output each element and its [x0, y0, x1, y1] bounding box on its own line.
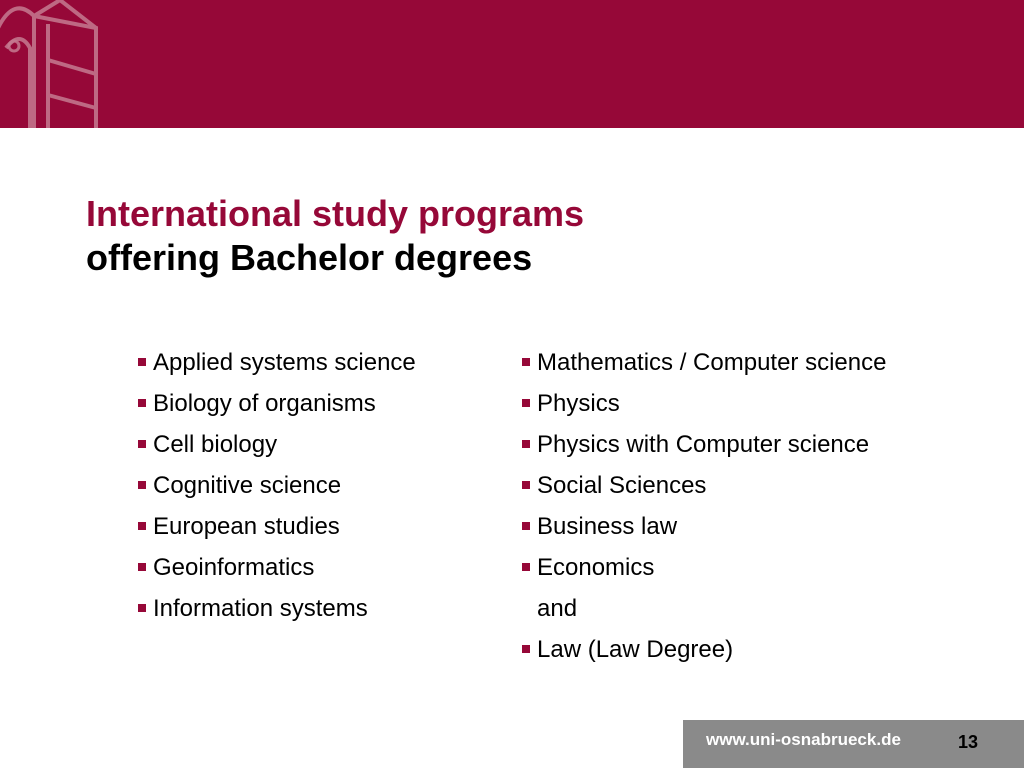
- list-item: [138, 424, 416, 465]
- list-item: [522, 465, 886, 506]
- footer-bar: [683, 720, 1024, 768]
- list-item-label: Geoinformatics: [153, 554, 315, 581]
- square-bullet-icon: [522, 440, 530, 448]
- square-bullet-icon: [138, 358, 146, 366]
- square-bullet-icon: [522, 358, 530, 366]
- list-item: [138, 465, 416, 506]
- header-banner: [0, 0, 1024, 128]
- title-line-1: International study programs: [86, 193, 585, 234]
- list-item-label: Cell biology: [153, 431, 278, 458]
- list-item: [522, 342, 886, 383]
- list-item: [138, 383, 416, 424]
- square-bullet-icon: [522, 645, 530, 653]
- square-bullet-icon: [522, 522, 530, 530]
- square-bullet-icon: [522, 481, 530, 489]
- list-item: [138, 588, 416, 629]
- list-item: [522, 424, 886, 465]
- list-item: [522, 383, 886, 424]
- list-item-label: Biology of organisms: [153, 390, 376, 417]
- square-bullet-icon: [138, 563, 146, 571]
- list-item: [138, 547, 416, 588]
- square-bullet-icon: [138, 440, 146, 448]
- list-item-label: Law (Law Degree): [537, 636, 734, 663]
- square-bullet-icon: [522, 399, 530, 407]
- program-list-left: [138, 342, 416, 629]
- slide-title: [86, 192, 584, 280]
- list-item-label: Social Sciences: [537, 472, 707, 499]
- square-bullet-icon: [138, 522, 146, 530]
- square-bullet-icon: [138, 481, 146, 489]
- list-item-label: Physics: [537, 390, 620, 417]
- square-bullet-icon: [522, 563, 530, 571]
- square-bullet-icon: [138, 399, 146, 407]
- list-item-label: European studies: [153, 513, 340, 540]
- university-building-logo-icon: [0, 0, 100, 128]
- connector-text: and: [537, 595, 578, 622]
- title-line-2: offering Bachelor degrees: [86, 237, 533, 278]
- page-number: 13: [958, 732, 979, 752]
- list-item-label: Physics with Computer science: [537, 431, 870, 458]
- list-item: [138, 342, 416, 383]
- list-item-label: Economics: [537, 554, 655, 581]
- list-item-label: Applied systems science: [153, 349, 416, 376]
- list-item: [138, 506, 416, 547]
- list-item: [522, 629, 886, 670]
- square-bullet-icon: [138, 604, 146, 612]
- list-item-label: Information systems: [153, 595, 368, 622]
- list-item: [522, 506, 886, 547]
- list-item-label: Mathematics / Computer science: [537, 349, 887, 376]
- list-item-label: Cognitive science: [153, 472, 342, 499]
- list-item: [522, 547, 886, 588]
- list-connector: [522, 588, 886, 629]
- list-item-label: Business law: [537, 513, 678, 540]
- program-list-right: [522, 342, 886, 670]
- footer-url-link[interactable]: www.uni-osnabrueck.de: [706, 730, 901, 749]
